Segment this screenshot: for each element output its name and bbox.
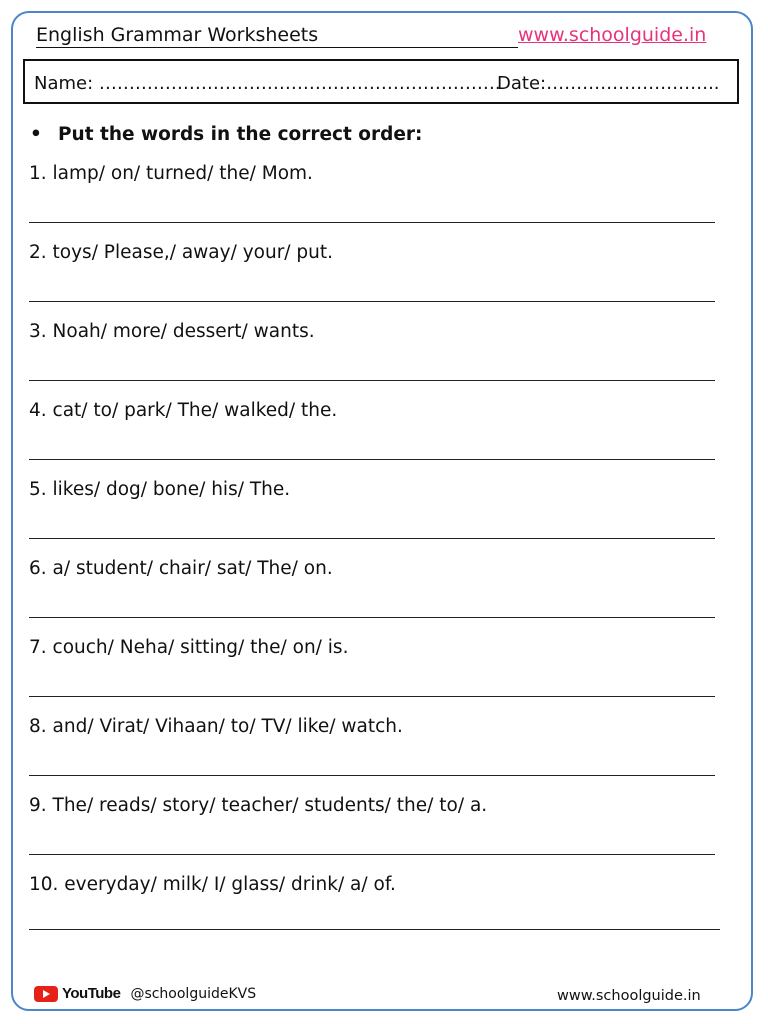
answer-line-9[interactable] — [29, 854, 715, 855]
answer-line-10[interactable] — [29, 929, 720, 930]
answer-line-3[interactable] — [29, 380, 715, 381]
header-website-link[interactable]: www.schoolguide.in — [518, 24, 707, 46]
youtube-handle[interactable]: @schoolguideKVS — [130, 985, 257, 1002]
answer-line-1[interactable] — [29, 222, 715, 223]
answer-line-7[interactable] — [29, 696, 715, 697]
footer-website-link[interactable]: www.schoolguide.in — [557, 988, 701, 1004]
title-underline — [36, 47, 518, 48]
youtube-channel[interactable] — [34, 985, 256, 1002]
question-4: 4. cat/ to/ park/ The/ walked/ the. — [29, 400, 338, 421]
question-8: 8. and/ Virat/ Vihaan/ to/ TV/ like/ watch. — [29, 716, 403, 737]
bullet-icon: • — [30, 124, 42, 145]
question-5: 5. likes/ dog/ bone/ his/ The. — [29, 479, 291, 500]
youtube-icon — [34, 986, 58, 1002]
name-date-box — [23, 59, 739, 104]
answer-line-6[interactable] — [29, 617, 715, 618]
question-2: 2. toys/ Please,/ away/ your/ put. — [29, 242, 334, 263]
answer-line-2[interactable] — [29, 301, 715, 302]
date-field[interactable]: Date:……………………….. — [497, 73, 720, 94]
instruction — [30, 124, 422, 145]
answer-line-5[interactable] — [29, 538, 715, 539]
question-6: 6. a/ student/ chair/ sat/ The/ on. — [29, 558, 333, 579]
question-10: 10. everyday/ milk/ I/ glass/ drink/ a/ of. — [29, 874, 396, 895]
page-frame — [11, 11, 753, 1011]
answer-line-8[interactable] — [29, 775, 715, 776]
worksheet-title: English Grammar Worksheets — [36, 24, 319, 46]
youtube-wordmark: YouTube — [62, 985, 121, 1002]
name-field[interactable]: Name: …………………………………………………………. — [34, 73, 501, 94]
question-1: 1. lamp/ on/ turned/ the/ Mom. — [29, 163, 313, 184]
question-7: 7. couch/ Neha/ sitting/ the/ on/ is. — [29, 637, 349, 658]
question-3: 3. Noah/ more/ dessert/ wants. — [29, 321, 315, 342]
instruction-text: Put the words in the correct order: — [58, 124, 423, 145]
question-9: 9. The/ reads/ story/ teacher/ students/ the/ to/ a. — [29, 795, 488, 816]
answer-line-4[interactable] — [29, 459, 715, 460]
